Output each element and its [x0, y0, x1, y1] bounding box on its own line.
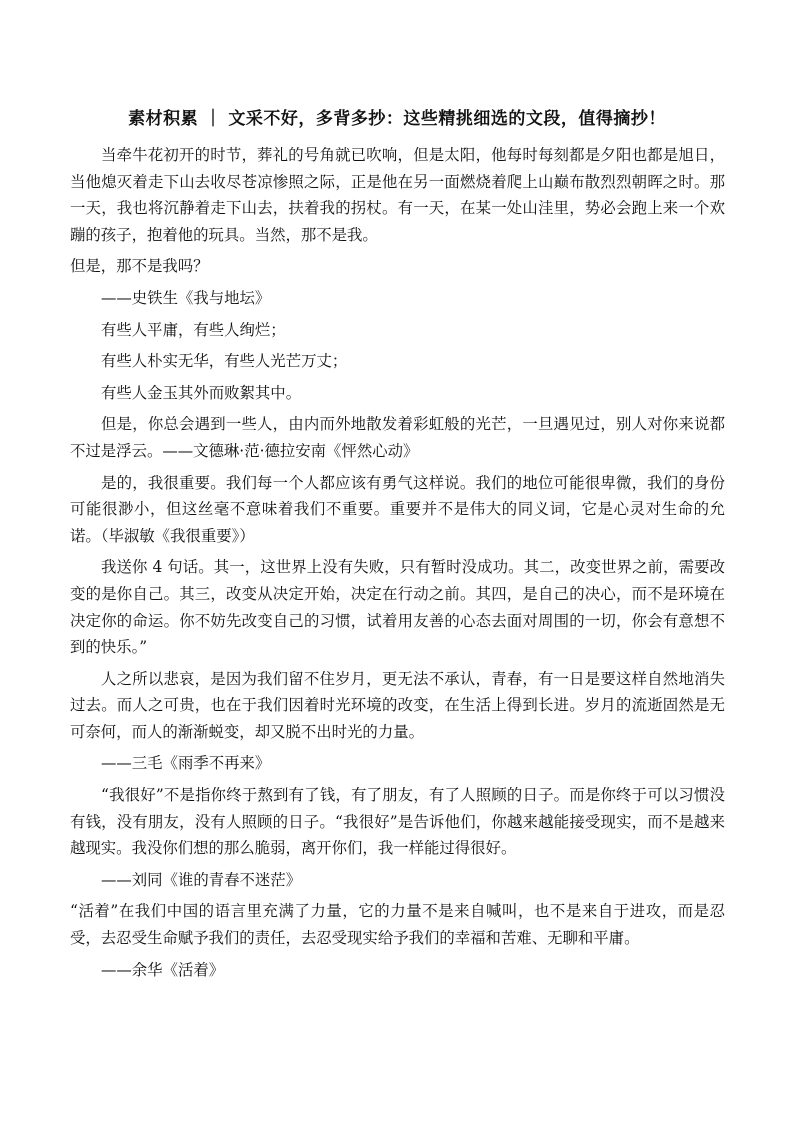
paragraph-sanmao-excerpt: 人之所以悲哀，是因为我们留不住岁月，更无法不承认，青春，有一日是要这样自然地消失过去。而人之可贵，也在于我们因着时光环境的改变，在生活上得到长进。岁月的流逝固然是无可奈何，而人的渐渐蜕变，却又脱不出时光的力量。 [70, 669, 725, 741]
document-body [70, 142, 725, 983]
paragraph-bi-shumin-excerpt: 是的，我很重要。我们每一个人都应该有勇气这样说。我们的地位可能很卑微，我们的身份可能很渺小，但这丝毫不意味着我们不重要。重要并不是伟大的同义词，它是心灵对生命的允诺。（毕淑敏《我很重要》） [70, 473, 725, 545]
paragraph-poem-line-2: 有些人朴实无华，有些人光芒万丈； [101, 352, 348, 371]
paragraph-poem-line-1: 有些人平庸，有些人绚烂； [101, 320, 286, 339]
paragraph-poem-line-3: 有些人金玉其外而败絮其中。 [101, 383, 302, 402]
document-title: 素材积累 ｜ 文采不好，多背多抄：这些精挑细选的文段，值得摘抄！ [128, 109, 666, 129]
paragraph-flipped-excerpt: 但是，你总会遇到一些人，由内而外地散发着彩虹般的光芒，一旦遇见过，别人对你来说都不过是浮云。——文德琳·范·德拉安南《怦然心动》 [70, 415, 725, 460]
citation-yu-hua: ——余华《活着》 [101, 960, 225, 979]
paragraph-liu-tong-excerpt: “我很好”不是指你终于熬到有了钱，有了朋友，有了人照顾的日子。而是你终于可以习惯没有钱，没有朋友，没有人照顾的日子。“我很好”是告诉他们，你越来越能接受现实，而不是越来越现实。我没你们想的那么脆弱，离开你们，我一样能过得很好。 [70, 786, 725, 858]
paragraph-question: 但是，那不是我吗？ [70, 257, 209, 276]
citation-sanmao: ——三毛《雨季不再来》 [101, 754, 271, 773]
paragraph-yu-hua-excerpt: “活着”在我们中国的语言里充满了力量，它的力量不是来自喊叫，也不是来自于进攻，而是忍受，去忍受生命赋予我们的责任，去忍受现实给予我们的幸福和苦难、无聊和平庸。 [70, 902, 725, 948]
citation-shi-tiesheng: ——史铁生《我与地坛》 [101, 288, 271, 307]
paragraph-shi-tiesheng-excerpt: 当牵牛花初开的时节，葬礼的号角就已吹响，但是太阳，他每时每刻都是夕阳也都是旭日，当他熄灭着走下山去收尽苍凉惨照之际，正是他在另一面燃烧着爬上山巅布散烈烈朝晖之时。那一天，我也将沉静着走下山去，扶着我的拐杖。有一天，在某一处山洼里，势必会跑上来一个欢蹦的孩子，抱着他的玩具。当然，那不是我。 [70, 146, 725, 244]
paragraph-four-sentences: 我送你 4 句话。其一，这世界上没有失败，只有暂时没成功。其二，改变世界之前，需要改变的是你自己。其三，改变从决定开始，决定在行动之前。其四，是自己的决心，而不是环境在决定你的命运。你不妨先改变自己的习惯，试着用友善的心态去面对周围的一切，你会有意想不到的快乐。” [70, 558, 725, 657]
citation-liu-tong: ——刘同《谁的青春不迷茫》 [101, 870, 302, 889]
